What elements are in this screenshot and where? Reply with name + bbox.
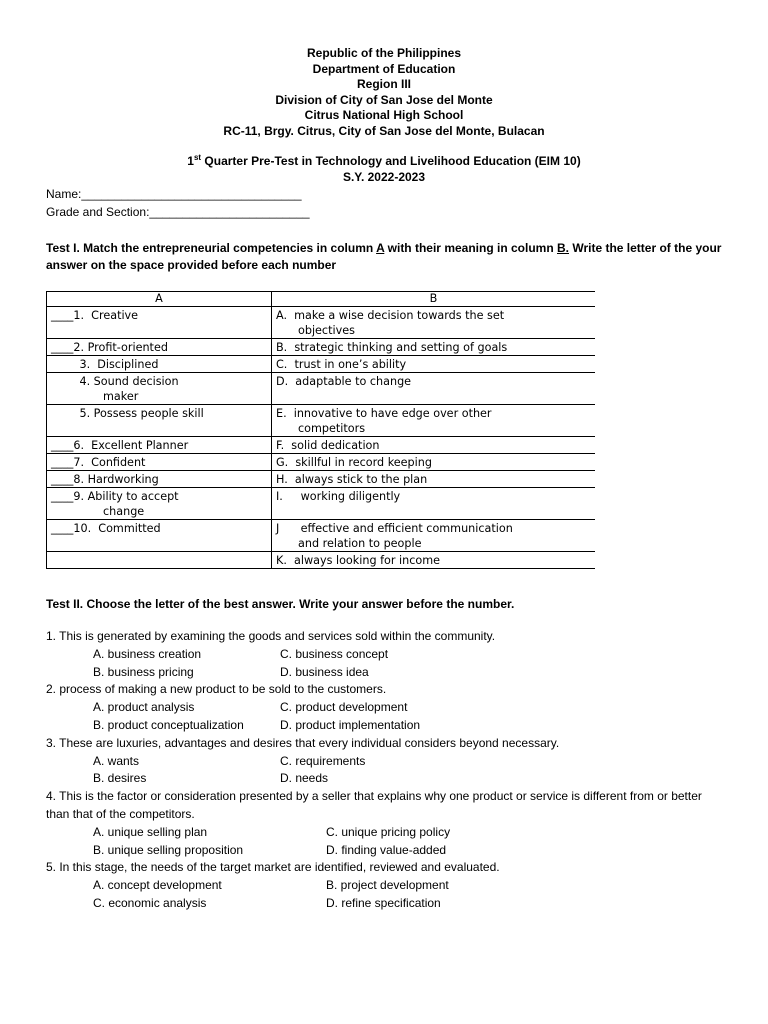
- competency-cell: [47, 356, 272, 373]
- answer-option[interactable]: D. finding value-added: [326, 842, 447, 857]
- test1-text: Test I. Match the entrepreneurial competencies in column: [46, 241, 377, 255]
- meaning-text-cont: and relation to people: [298, 537, 422, 550]
- competency-text-cont: change: [103, 505, 145, 518]
- competency-cell: [47, 437, 272, 454]
- option-row: [46, 877, 726, 895]
- competency-cell: [47, 471, 272, 488]
- test1-instruction: [46, 240, 726, 274]
- option-row: [46, 770, 726, 788]
- competency-text-cont: maker: [103, 390, 139, 403]
- school-year: S.Y. 2022-2023: [342, 169, 426, 184]
- answer-option[interactable]: A. unique selling plan: [93, 824, 208, 839]
- header-line: Department of Education: [312, 61, 456, 76]
- competency-cell: [47, 454, 272, 471]
- table-row: [47, 405, 596, 437]
- meaning-text-cont: competitors: [298, 422, 366, 435]
- competency-text: ____7. Confident: [51, 456, 146, 469]
- option-row: [46, 842, 726, 860]
- table-row: [47, 471, 596, 488]
- competency-text: 3. Disciplined: [51, 358, 159, 371]
- answer-option[interactable]: C. economic analysis: [93, 895, 207, 910]
- competency-text: ____8. Hardworking: [51, 473, 159, 486]
- meaning-cell: [272, 471, 596, 488]
- option-row: [46, 699, 726, 717]
- competency-cell: [47, 520, 272, 552]
- table-row: [47, 356, 596, 373]
- column-b-ref: B.: [557, 241, 569, 255]
- answer-option[interactable]: D. product implementation: [280, 717, 421, 732]
- column-a-header: A: [47, 292, 272, 307]
- table-row: [47, 437, 596, 454]
- competency-text: ____1. Creative: [51, 309, 139, 322]
- meaning-cell: [272, 520, 596, 552]
- answer-option[interactable]: A. wants: [93, 753, 140, 768]
- meaning-cell: [272, 488, 596, 520]
- column-b-header: B: [272, 292, 596, 307]
- meaning-text: G. skillful in record keeping: [276, 456, 432, 469]
- table-row: [47, 373, 596, 405]
- answer-option[interactable]: C. product development: [280, 700, 408, 715]
- option-row: [46, 646, 726, 664]
- meaning-cell: [272, 339, 596, 356]
- meaning-text-cont: objectives: [298, 324, 355, 337]
- competency-text: 5. Possess people skill: [51, 407, 204, 420]
- competency-text: ____6. Excellent Planner: [51, 439, 189, 452]
- table-row: [47, 552, 596, 569]
- matching-table-body: [47, 307, 596, 569]
- option-row: [46, 717, 726, 735]
- header-line: Region III: [357, 77, 411, 91]
- option-row: [46, 664, 726, 682]
- meaning-text: B. strategic thinking and setting of goals: [276, 341, 508, 354]
- column-a-ref: A: [376, 241, 385, 255]
- name-field[interactable]: Name:_________________________________: [46, 187, 302, 201]
- header-line: Division of City of San Jose del Monte: [275, 92, 493, 107]
- meaning-text: I. working diligently: [276, 490, 401, 503]
- competency-cell: [47, 373, 272, 405]
- meaning-cell: [272, 437, 596, 454]
- table-row: [47, 488, 596, 520]
- competency-text: ____9. Ability to accept: [51, 490, 179, 503]
- answer-option[interactable]: D. needs: [280, 771, 329, 786]
- question-text: 2. process of making a new product to be sold to the customers.: [46, 682, 387, 697]
- option-row: [46, 753, 726, 771]
- header-line: Citrus National High School: [304, 108, 464, 122]
- answer-option[interactable]: B. business pricing: [93, 664, 194, 679]
- answer-option[interactable]: C. unique pricing policy: [326, 824, 451, 839]
- meaning-text: J effective and efficient communication: [276, 522, 513, 535]
- table-row: [47, 339, 596, 356]
- answer-option[interactable]: C. business concept: [280, 646, 389, 661]
- document-header: [0, 46, 768, 139]
- answer-option[interactable]: D. refine specification: [326, 895, 441, 910]
- header-line: Republic of the Philippines: [306, 46, 461, 60]
- competency-text: ____10. Committed: [51, 522, 161, 535]
- matching-table: [46, 291, 595, 569]
- option-row: [46, 895, 726, 913]
- competency-cell: [47, 307, 272, 339]
- table-row: [47, 307, 596, 339]
- test1-text: Write the letter of the your answer on the space provided before each number: [46, 241, 722, 272]
- meaning-cell: [272, 405, 596, 437]
- competency-cell: [47, 339, 272, 356]
- ordinal-number: 1: [187, 154, 194, 168]
- meaning-cell: [272, 454, 596, 471]
- test-title: [0, 154, 768, 185]
- answer-option[interactable]: B. product conceptualization: [93, 717, 244, 732]
- grade-section-field[interactable]: Grade and Section:________________________: [46, 205, 310, 219]
- question-text: 1. This is generated by examining the goods and services sold within the community.: [46, 629, 496, 643]
- competency-text: ____2. Profit-oriented: [51, 341, 168, 354]
- meaning-text: E. innovative to have edge over other: [276, 407, 492, 420]
- option-row: [46, 824, 726, 842]
- meaning-text: A. make a wise decision towards the set: [276, 309, 505, 322]
- meaning-cell: [272, 373, 596, 405]
- competency-text: 4. Sound decision: [51, 375, 179, 388]
- answer-option[interactable]: B. project development: [326, 878, 449, 893]
- title-text: Quarter Pre-Test in Technology and Livelihood Education (EIM 10): [201, 154, 581, 168]
- meaning-cell: [272, 552, 596, 569]
- meaning-text: K. always looking for income: [276, 554, 441, 567]
- question-list: [46, 628, 726, 913]
- ordinal-suffix: st: [193, 153, 202, 162]
- table-row: [47, 520, 596, 552]
- competency-cell: [47, 552, 272, 569]
- meaning-text: H. always stick to the plan: [276, 473, 428, 486]
- test-title-main: [0, 154, 768, 170]
- answer-option[interactable]: A. concept development: [93, 878, 222, 893]
- meaning-text: D. adaptable to change: [276, 375, 412, 388]
- answer-option[interactable]: C. requirements: [280, 753, 366, 768]
- answer-option[interactable]: B. desires: [93, 771, 147, 786]
- question-text: 4. This is the factor or consideration presented by a seller that explains why one product or service is different from or better than that of the competitors.: [46, 789, 702, 821]
- competency-cell: [47, 488, 272, 520]
- question-text: 3. These are luxuries, advantages and desires that every individual considers beyond necessary.: [46, 735, 560, 750]
- table-row: [47, 454, 596, 471]
- test1-text: with their meaning in column: [384, 241, 557, 255]
- answer-option[interactable]: A. business creation: [93, 646, 202, 661]
- question-text: 5. In this stage, the needs of the target market are identified, reviewed and evaluated.: [46, 860, 500, 875]
- table-header-row: [47, 292, 596, 307]
- meaning-text: F. solid dedication: [276, 439, 380, 452]
- header-line: RC-11, Brgy. Citrus, City of San Jose del Monte, Bulacan: [223, 123, 545, 138]
- answer-option[interactable]: B. unique selling proposition: [93, 842, 244, 857]
- meaning-text: C. trust in one’s ability: [276, 358, 407, 371]
- test2-instruction: Test II. Choose the letter of the best answer. Write your answer before the number.: [46, 597, 515, 611]
- answer-option[interactable]: A. product analysis: [93, 700, 195, 715]
- answer-option[interactable]: D. business idea: [280, 664, 369, 679]
- meaning-cell: [272, 307, 596, 339]
- competency-cell: [47, 405, 272, 437]
- meaning-cell: [272, 356, 596, 373]
